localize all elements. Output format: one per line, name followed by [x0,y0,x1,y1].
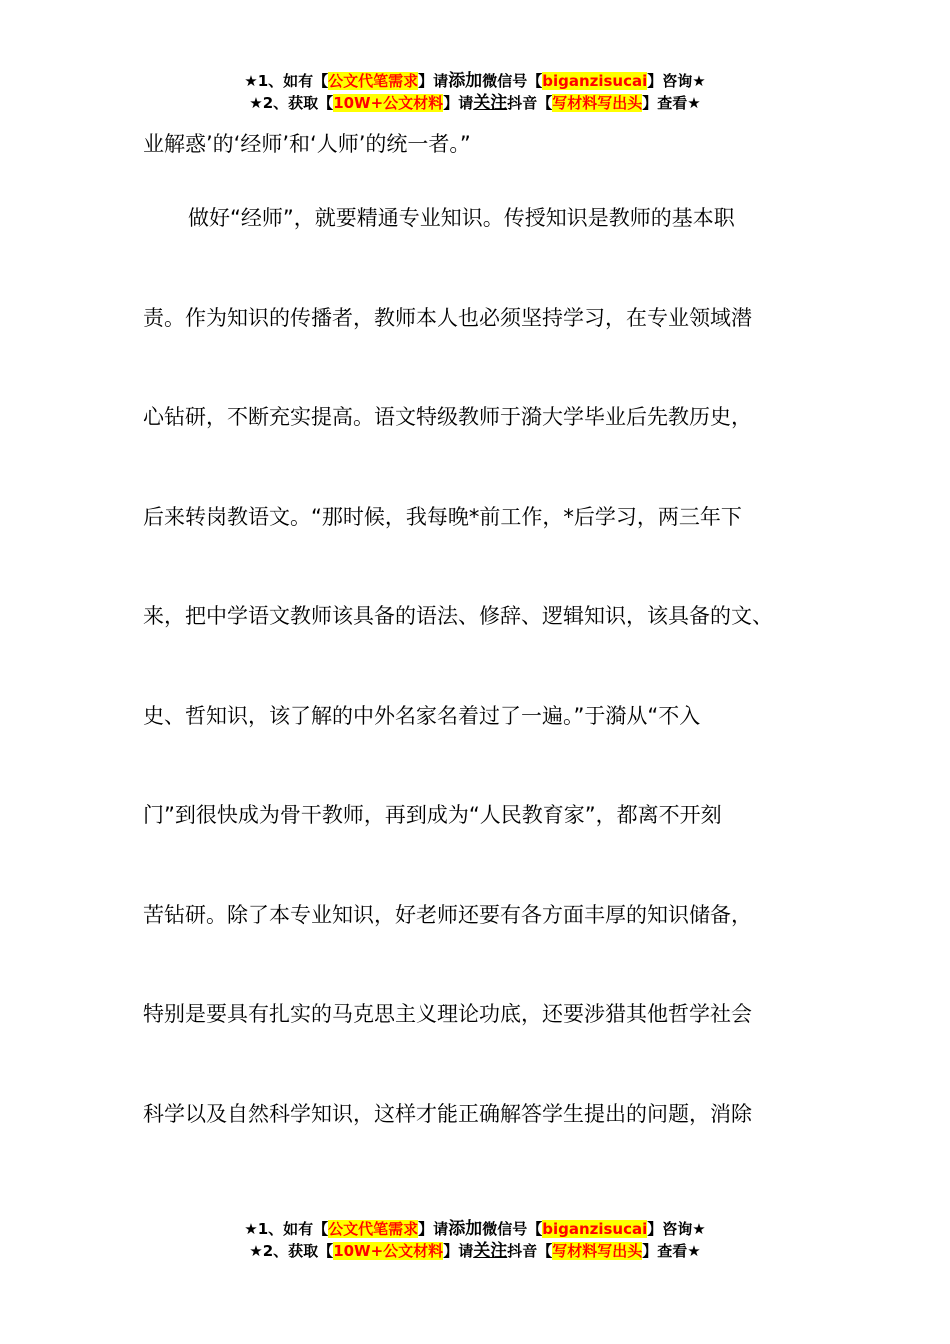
banner-text: ★1、如有【 [244,72,329,90]
paragraph-line: 科学以及自然科学知识，这样才能正确解答学生提出的问题，消除 [143,1101,752,1126]
banner-text: 】请 [443,94,474,112]
highlight-materials: 10W+公文材料 [333,1242,444,1260]
banner-text: 】查看★ [642,94,701,112]
paragraph-line: 门”到很快成为骨干教师，再到成为“人民教育家”，都离不开刻 [143,803,722,827]
banner-text: 】咨询★ [647,1220,706,1238]
footer-banner [0,1218,950,1262]
banner-line-1 [0,70,950,92]
highlight-materials: 10W+公文材料 [333,94,444,112]
banner-text: 】请 [418,72,449,90]
banner-line-1 [0,1218,950,1240]
banner-text: 】请 [418,1220,449,1238]
highlight-wechat-id: biganzisucai [542,1220,648,1238]
banner-text: 】请 [443,1242,474,1260]
banner-text: 抖音【 [507,94,553,112]
paragraph-line: 做好“经师”，就要精通专业知识。传授知识是教师的基本职 [188,206,735,230]
banner-text: ★2、获取【 [249,94,334,112]
banner-text: 微信号【 [482,72,543,90]
highlight-douyin: 写材料写出头 [552,1242,643,1260]
highlight-douyin: 写材料写出头 [552,94,643,112]
highlight-wechat-id: biganzisucai [542,72,648,90]
banner-text: 】咨询★ [647,72,706,90]
paragraph-line: 苦钻研。除了本专业知识，好老师还要有各方面丰厚的知识储备， [143,902,752,927]
highlight-service: 公文代笔需求 [328,72,419,90]
banner-emphasis: 关注 [473,1241,508,1261]
banner-emphasis: 添加 [448,71,483,91]
banner-line-2 [0,92,950,114]
banner-text: ★2、获取【 [249,1242,334,1260]
banner-text: 抖音【 [507,1242,553,1260]
banner-emphasis: 关注 [473,93,508,113]
document-body [143,120,823,1189]
paragraph-line: 责。作为知识的传播者，教师本人也必须坚持学习，在专业领域潜 [143,305,752,330]
header-banner [0,70,950,114]
paragraph-line: 业解惑’的‘经师’和‘人师’的统一者。” [143,132,471,156]
banner-text: ★1、如有【 [244,1220,329,1238]
banner-emphasis: 添加 [448,1219,483,1239]
paragraph-line: 史、哲知识，该了解的中外名家名着过了一遍。”于漪从“不入 [143,703,701,728]
paragraph-line: 心钻研，不断充实提高。语文特级教师于漪大学毕业后先教历史， [143,405,752,429]
paragraph-line: 来，把中学语文教师该具备的语法、修辞、逻辑知识，该具备的文、 [143,604,773,628]
banner-text: 微信号【 [482,1220,543,1238]
paragraph-line: 后来转岗教语文。“那时候，我每晚*前工作，*后学习，两三年下 [143,504,742,529]
banner-text: 】查看★ [642,1242,701,1260]
highlight-service: 公文代笔需求 [328,1220,419,1238]
banner-line-2 [0,1240,950,1262]
paragraph-line: 特别是要具有扎实的马克思主义理论功底，还要涉猎其他哲学社会 [143,1002,752,1026]
